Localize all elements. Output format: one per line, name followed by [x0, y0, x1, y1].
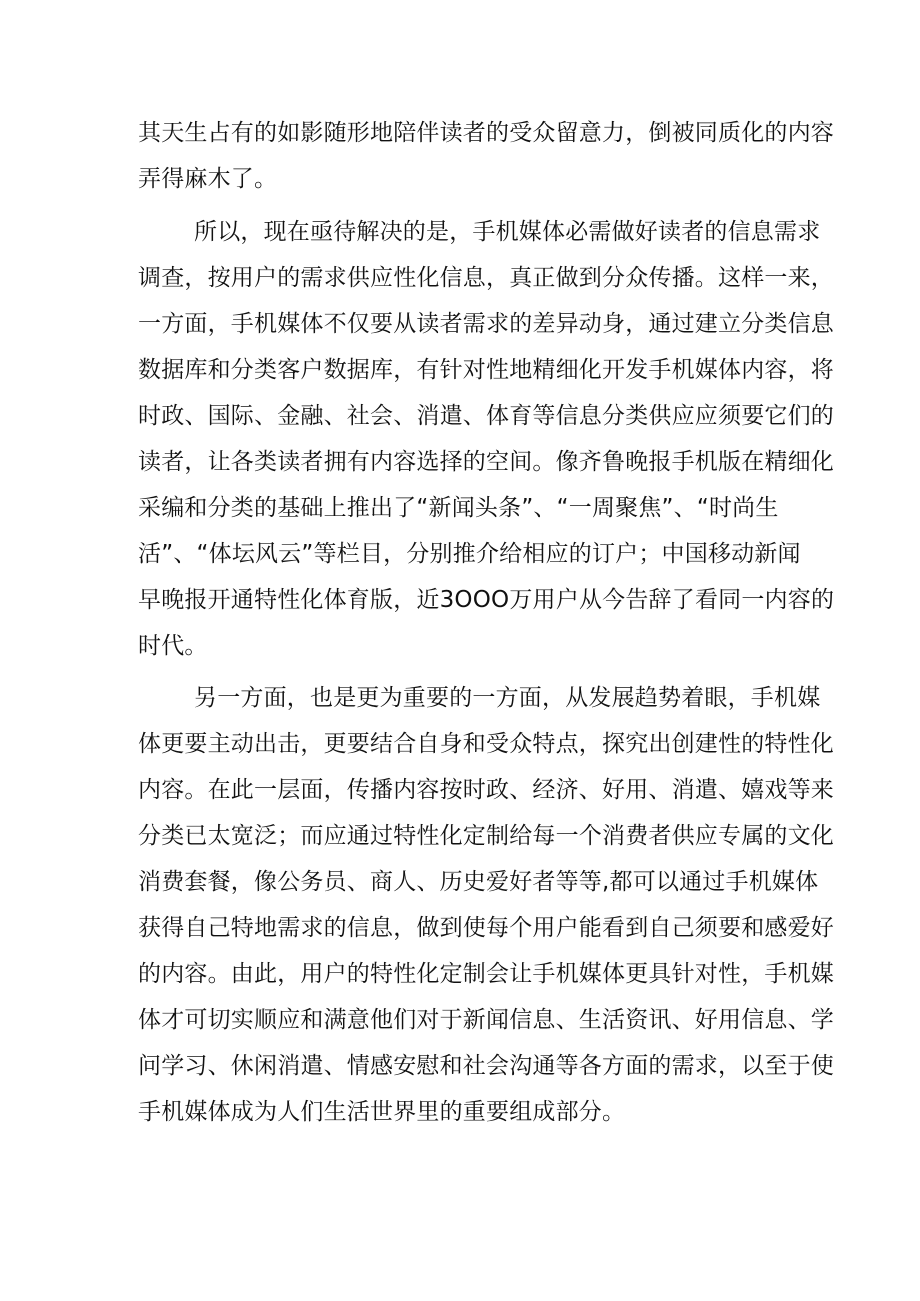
text-line: 活”、“体坛风云”等栏目，分别推介给相应的订户；中国移动新闻: [138, 541, 801, 567]
text-line: 其天生占有的如影随形地陪伴读者的受众留意力，倒被同质化的内容: [138, 120, 834, 146]
text-line: 手机媒体成为人们生活世界里的重要组成部分。: [138, 1099, 626, 1125]
text-line: 采编和分类的基础上推出了“新闻头条”、“一周聚焦”、“时尚生: [138, 495, 779, 521]
text-line: 时代。: [138, 633, 208, 659]
text-line: 读者，让各类读者拥有内容选择的空间。像齐鲁晚报手机版在精细化: [138, 449, 834, 475]
text-line: 早晚报开通特性化体育版，近3OOO万用户从今告辞了看同一内容的: [138, 587, 835, 613]
text-line: 问学习、休闲消遣、情感安慰和社会沟通等各方面的需求，以至于使: [138, 1053, 834, 1079]
text-line: 另一方面，也是更为重要的一方面，从发展趋势着眼，手机媒: [194, 685, 821, 711]
text-line: 弄得麻木了。: [138, 166, 278, 192]
text-line: 一方面，手机媒体不仅要从读者需求的差异动身，通过建立分类信息: [138, 311, 834, 337]
text-line: 内容。在此一层面，传播内容按时政、经济、好用、消遣、嬉戏等来: [138, 777, 834, 803]
text-line: 所以，现在亟待解决的是，手机媒体必需做好读者的信息需求: [194, 219, 821, 245]
text-line: 调查，按用户的需求供应性化信息，真正做到分众传播。这样一来，: [138, 265, 834, 291]
text-line: 分类已太宽泛；而应通过特性化定制给每一个消费者供应专属的文化: [138, 823, 834, 849]
text-line: 体更要主动出击，更要结合自身和受众特点，探究出创建性的特性化: [138, 731, 834, 757]
text-line: 数据库和分类客户数据库，有针对性地精细化开发手机媒体内容，将: [138, 357, 834, 383]
text-line: 的内容。由此，用户的特性化定制会让手机媒体更具针对性，手机媒: [138, 961, 834, 987]
text-line: 获得自己特地需求的信息，做到使每个用户能看到自己须要和感爱好: [138, 915, 834, 941]
text-line: 体才可切实顺应和满意他们对于新闻信息、生活资讯、好用信息、学: [138, 1007, 834, 1033]
text-line: 消费套餐，像公务员、商人、历史爱好者等等,都可以通过手机媒体: [138, 869, 819, 895]
text-line: 时政、国际、金融、社会、消遣、体育等信息分类供应应须要它们的: [138, 403, 834, 429]
